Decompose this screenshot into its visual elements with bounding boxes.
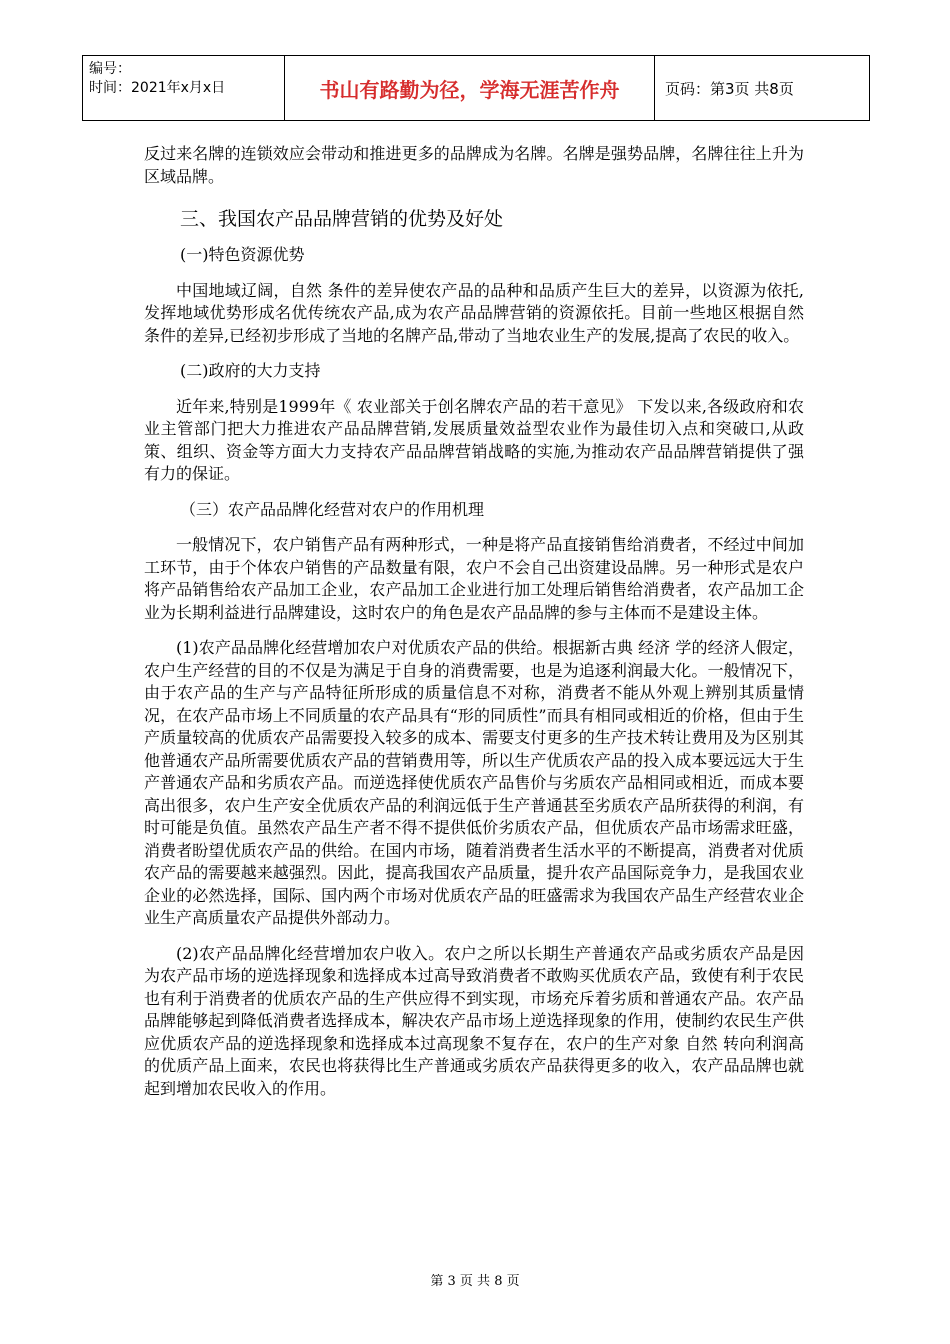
subheading-2: (二)政府的大力支持 [180, 361, 321, 380]
page-footer: 第 3 页 共 8 页 [430, 1274, 520, 1289]
page-header [82, 55, 870, 121]
document-body [144, 143, 804, 1100]
paragraph-0: 反过来名牌的连锁效应会带动和推进更多的品牌成为名牌。名牌是强势品牌，名牌往往上升为区域品牌。 [144, 144, 804, 186]
header-page-info: 页码：第3页 共8页 [665, 79, 794, 98]
section-title: 三、我国农产品品牌营销的优势及好处 [180, 208, 504, 230]
subheading-3: （三）农产品品牌化经营对农户的作用机理 [180, 499, 485, 519]
paragraph-3: 一般情况下，农户销售产品有两种形式，一种是将产品直接销售给消费者，不经过中间加工环节，由于个体农户销售的产品数量有限，农户不会自己出资建设品牌。另一种形式是农户将产品销售给农产品加工企业，农产品加工企业进行加工处理后销售给消费者，农产品加工企业为长期利益进行品牌建设，这时农户的角色是农产品品牌的参与主体而不是建设主体。 [144, 535, 804, 622]
paragraph-4: (1)农产品品牌化经营增加农户对优质农产品的供给。根据新古典 经济 学的经济人假定，农户生产经营的目的不仅是为满足于自身的消费需要，也是为追逐利润最大化。一般情况下，由于农产品的生产与产品特征所形成的质量信息不对称，消费者不能从外观上辨别其质量情况，在农产品市场上不同质量的农产品具有“形的同质性”而具有相同或相近的价格，但由于生产质量较高的优质农产品需要投入较多的成本、需要支付更多的生产技术转让费用及为区别其他普通农产品所需要优质农产品的营销费用等，所以生产优质农产品的投入成本要远远大于生产普通农产品和劣质农产品。而逆选择使优质农产品售价与劣质农产品相同或相近，而成本要高出很多，农户生产安全优质农产品的利润远低于生产普通甚至劣质农产品所获得的利润，有时可能是负值。虽然农产品生产者不得不提供低价劣质农产品，但优质农产品市场需求旺盛，消费者盼望优质农产品的供给。在国内市场，随着消费者生活水平的不断提高，消费者对优质农产品的需要越来越强烈。因此，提高我国农产品质量，提升农产品国际竞争力，是我国农业企业的必然选择，国际、国内两个市场对优质农产品的旺盛需求为我国农产品生产经营农业企业生产高质量农产品提供外部动力。 [144, 638, 804, 927]
header-meta [83, 56, 285, 120]
paragraph-5: (2)农产品品牌化经营增加农户收入。农户之所以长期生产普通农产品或劣质农产品是因为农产品市场的逆选择现象和选择成本过高导致消费者不敢购买优质农产品，致使有利于农民也有利于消费者的优质农产品的生产供应得不到实现，市场充斥着劣质和普通农产品。农产品品牌能够起到降低消费者选择成本，解决农产品市场上逆选择现象的作用，使制约农民生产供应优质农产品的逆选择现象和选择成本过高现象不复存在，农户的生产对象 自然 转向利润高的优质产品上面来，农民也将获得比生产普通或劣质农产品获得更多的收入，农产品品牌也就起到增加农民收入的作用。 [144, 943, 804, 1098]
paragraph-1: 中国地域辽阔，自然 条件的差异使农产品的品种和品质产生巨大的差异，以资源为依托,发挥地域优势形成名优传统农产品,成为农产品品牌营销的资源依托。目前一些地区根据自然条件的差异,已经初步形成了当地的名牌产品,带动了当地农业生产的发展,提高了农民的收入。 [144, 280, 804, 345]
subheading-1: (一)特色资源优势 [180, 245, 305, 264]
header-motto: 书山有路勤为径，学海无涯苦作舟 [285, 56, 655, 120]
paragraph-2: 近年来,特别是1999年《 农业部关于创名牌农产品的若干意见》 下发以来,各级政府和农业主管部门把大力推进农产品品牌营销,发展质量效益型农业作为最佳切入点和突破口,从政策、组织、资金等方面大力支持农产品品牌营销战略的实施,为推动农产品品牌营销提供了强有力的保证。 [144, 396, 804, 483]
time-label: 时间：2021年x月x日 [89, 80, 226, 96]
number-label: 编号： [89, 61, 131, 77]
